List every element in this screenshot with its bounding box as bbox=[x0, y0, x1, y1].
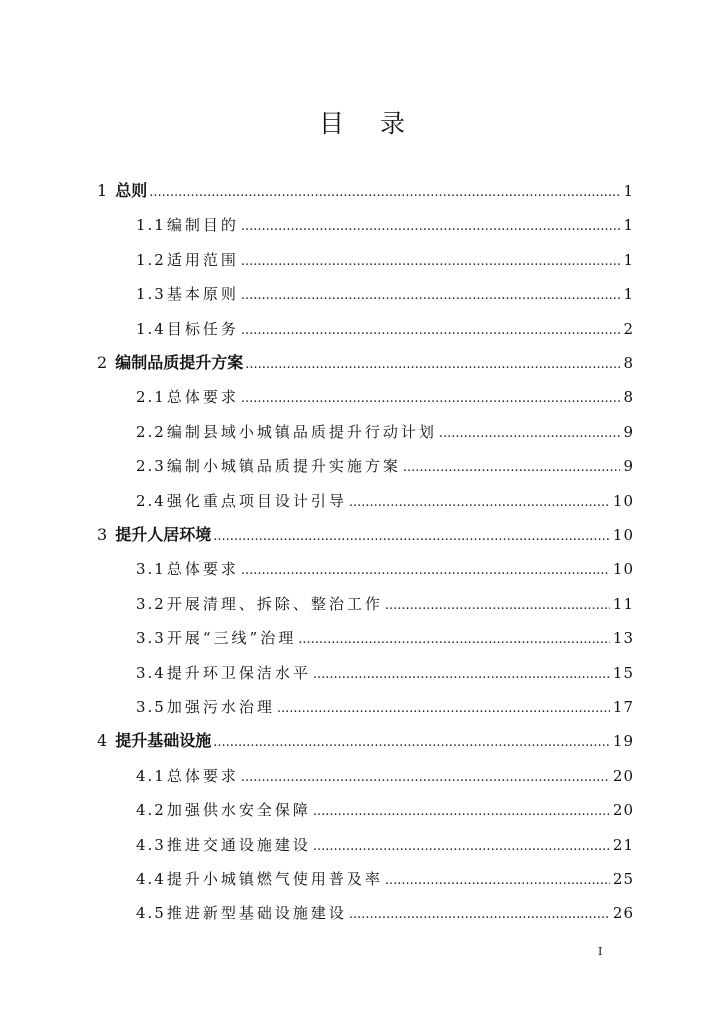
toc-entry-number: 1.2 bbox=[136, 251, 166, 269]
toc-entry-page-number: 10 bbox=[612, 492, 634, 510]
toc-entry-page-number: 15 bbox=[612, 664, 634, 682]
toc-entry-title: 提升人居环境 bbox=[115, 525, 212, 544]
toc-entry-number: 2.4 bbox=[136, 492, 166, 510]
toc-dot-leader bbox=[241, 247, 621, 277]
toc-entry-number: 4.3 bbox=[136, 836, 166, 854]
toc-entry[interactable] bbox=[136, 245, 634, 275]
toc-entry-number: 4.1 bbox=[136, 767, 166, 785]
toc-entry-page-number: 8 bbox=[623, 388, 634, 406]
toc-entry-number: 2.2 bbox=[136, 423, 166, 441]
toc-entry[interactable] bbox=[136, 314, 634, 344]
toc-entry-title: 编制目的 bbox=[166, 216, 239, 234]
toc-dot-leader bbox=[213, 728, 610, 758]
toc-entry-number: 4.5 bbox=[136, 904, 166, 922]
toc-entry-page-number: 1 bbox=[623, 182, 634, 200]
toc-title: 目 录 bbox=[319, 109, 419, 138]
toc-entry[interactable] bbox=[136, 864, 634, 894]
toc-entry-number: 1.4 bbox=[136, 320, 166, 338]
toc-entry-title: 基本原则 bbox=[166, 285, 239, 303]
toc-entry-title: 加强供水安全保障 bbox=[166, 801, 311, 819]
toc-entry[interactable] bbox=[136, 554, 634, 584]
toc-dot-leader bbox=[213, 522, 610, 552]
toc-dot-leader bbox=[241, 316, 621, 346]
toc-dot-leader bbox=[349, 488, 610, 518]
toc-entry[interactable] bbox=[97, 176, 634, 206]
toc-entry-title: 提升环卫保洁水平 bbox=[166, 664, 311, 682]
toc-entry[interactable] bbox=[136, 898, 634, 928]
toc-entry-title: 总则 bbox=[115, 181, 148, 200]
toc-dot-leader bbox=[277, 694, 610, 724]
toc-entry[interactable] bbox=[97, 348, 634, 378]
toc-entry-number: 3.5 bbox=[136, 698, 166, 716]
toc-entry-number: 2 bbox=[97, 353, 108, 372]
toc-entry[interactable] bbox=[136, 589, 634, 619]
toc-entry-page-number: 1 bbox=[623, 216, 634, 234]
footer-page-number: I bbox=[598, 945, 603, 958]
toc-entry[interactable] bbox=[136, 830, 634, 860]
toc-entry-title: 推进交通设施建设 bbox=[166, 836, 311, 854]
toc-entry-title: 编制小城镇品质提升实施方案 bbox=[166, 457, 401, 475]
toc-entry-page-number: 11 bbox=[612, 595, 634, 613]
toc-entry[interactable] bbox=[97, 520, 634, 550]
toc-entry-title: 加强污水治理 bbox=[166, 698, 275, 716]
toc-entry-page-number: 2 bbox=[623, 320, 634, 338]
toc-entry-title: 总体要求 bbox=[166, 560, 239, 578]
toc-entry-title: 总体要求 bbox=[166, 767, 239, 785]
toc-dot-leader bbox=[298, 625, 610, 655]
toc-entry-title: 编制县域小城镇品质提升行动计划 bbox=[166, 423, 437, 441]
toc-dot-leader bbox=[313, 797, 610, 827]
toc-entry-page-number: 1 bbox=[623, 251, 634, 269]
toc-entry-number: 1.3 bbox=[136, 285, 166, 303]
toc-entry-number: 1 bbox=[97, 181, 108, 200]
toc-entry[interactable] bbox=[136, 417, 634, 447]
toc-entry[interactable] bbox=[136, 761, 634, 791]
toc-entry-number: 3 bbox=[97, 525, 108, 544]
toc-entry-page-number: 9 bbox=[623, 423, 634, 441]
toc-dot-leader bbox=[313, 660, 610, 690]
toc-entry[interactable] bbox=[136, 658, 634, 688]
toc-entry[interactable] bbox=[136, 623, 634, 653]
toc-entry-page-number: 21 bbox=[612, 836, 634, 854]
toc-entry-number: 2.1 bbox=[136, 388, 166, 406]
toc-dot-leader bbox=[241, 384, 621, 414]
toc-dot-leader bbox=[313, 832, 610, 862]
toc-entry[interactable] bbox=[97, 726, 634, 756]
toc-entry-title: 提升基础设施 bbox=[115, 731, 212, 750]
toc-dot-leader bbox=[241, 281, 621, 311]
toc-entry-page-number: 9 bbox=[623, 457, 634, 475]
toc-entry-title: 开展“三线”治理 bbox=[166, 629, 297, 647]
toc-entry-title: 适用范围 bbox=[166, 251, 239, 269]
toc-dot-leader bbox=[385, 591, 610, 621]
toc-dot-leader bbox=[385, 866, 610, 896]
toc-entry-number: 3.3 bbox=[136, 629, 166, 647]
toc-entry-title: 提升小城镇燃气使用普及率 bbox=[166, 870, 383, 888]
toc-entry-page-number: 20 bbox=[612, 767, 634, 785]
toc-entry-page-number: 19 bbox=[612, 732, 634, 750]
toc-entry-page-number: 25 bbox=[612, 870, 634, 888]
toc-dot-leader bbox=[149, 178, 620, 208]
toc-dot-leader bbox=[439, 419, 621, 449]
toc-entry-number: 4.4 bbox=[136, 870, 166, 888]
toc-entry[interactable] bbox=[136, 279, 634, 309]
toc-entry-number: 2.3 bbox=[136, 457, 166, 475]
toc-dot-leader bbox=[245, 350, 620, 380]
toc-entry-page-number: 8 bbox=[623, 354, 634, 372]
toc-entry-number: 3.1 bbox=[136, 560, 166, 578]
toc-entry[interactable] bbox=[136, 382, 634, 412]
toc-entry-page-number: 10 bbox=[612, 526, 634, 544]
toc-entry-title: 推进新型基础设施建设 bbox=[166, 904, 347, 922]
toc-entry-page-number: 17 bbox=[612, 698, 634, 716]
toc-entry[interactable] bbox=[136, 210, 634, 240]
toc-entry[interactable] bbox=[136, 795, 634, 825]
toc-entry-page-number: 1 bbox=[623, 285, 634, 303]
toc-dot-leader bbox=[241, 212, 621, 242]
toc-dot-leader bbox=[241, 556, 610, 586]
toc-entry-number: 4.2 bbox=[136, 801, 166, 819]
toc-entry-title: 强化重点项目设计引导 bbox=[166, 492, 347, 510]
toc-entry-title: 目标任务 bbox=[166, 320, 239, 338]
toc-entry-page-number: 13 bbox=[612, 629, 634, 647]
toc-entry[interactable] bbox=[136, 692, 634, 722]
toc-entry-title: 编制品质提升方案 bbox=[115, 353, 244, 372]
toc-entry-page-number: 10 bbox=[612, 560, 634, 578]
toc-entry-number: 1.1 bbox=[136, 216, 166, 234]
toc-entry-title: 总体要求 bbox=[166, 388, 239, 406]
toc-entry-title: 开展清理、拆除、整治工作 bbox=[166, 595, 383, 613]
toc-entry-number: 3.4 bbox=[136, 664, 166, 682]
toc-dot-leader bbox=[349, 900, 610, 930]
toc-entry-page-number: 26 bbox=[612, 904, 634, 922]
toc-entry-number: 4 bbox=[97, 731, 108, 750]
toc-entry[interactable] bbox=[136, 451, 634, 481]
toc-dot-leader bbox=[403, 453, 621, 483]
toc-entry-number: 3.2 bbox=[136, 595, 166, 613]
toc-entry[interactable] bbox=[136, 486, 634, 516]
toc-dot-leader bbox=[241, 763, 610, 793]
toc-entry-page-number: 20 bbox=[612, 801, 634, 819]
